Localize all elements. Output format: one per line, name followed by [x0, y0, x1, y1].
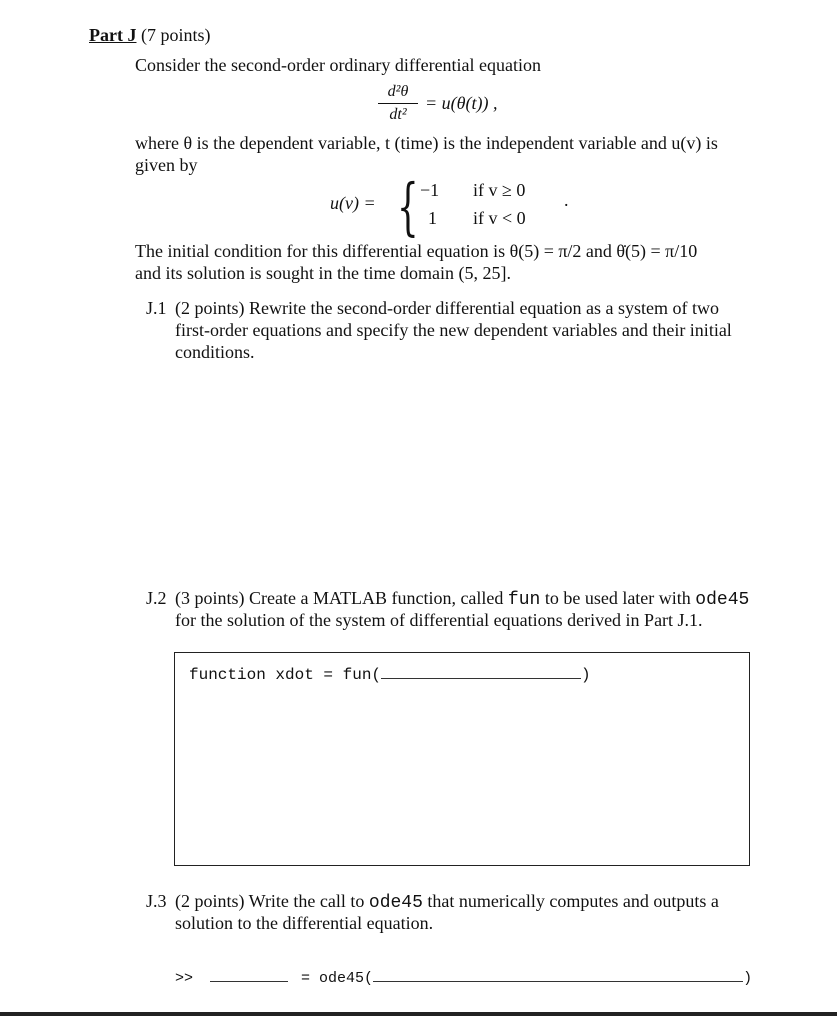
left-brace: {	[397, 170, 419, 243]
j3-line-1	[175, 891, 719, 913]
ode-denominator: dt²	[389, 106, 407, 123]
j2-answer-box[interactable]	[174, 652, 750, 866]
j2-code-suffix: )	[581, 666, 591, 684]
j3-call-close: )	[743, 970, 753, 987]
j2-argument-blank[interactable]	[381, 678, 581, 679]
ode-rhs: = u(θ(t)) ,	[425, 93, 498, 113]
j2-line-1-text-b: to be used later with	[540, 588, 696, 608]
j3-label: J.3	[146, 891, 167, 911]
j2-code-prefix: function xdot = fun(	[189, 666, 382, 684]
j3-line-2: solution to the differential equation.	[175, 913, 434, 933]
where-line-2: given by	[135, 155, 198, 175]
j3-call-line	[175, 970, 752, 987]
j3-prompt: >>	[175, 970, 194, 987]
bottom-divider	[0, 1012, 837, 1016]
initial-condition-line-2: and its solution is sought in the time domain (5, 25].	[135, 263, 511, 283]
j3-line-1-text-a: (2 points) Write the call to	[175, 891, 369, 911]
j1-label: J.1	[146, 298, 167, 318]
part-header	[89, 25, 210, 46]
j2-line-1	[175, 588, 749, 610]
case2-condition: if v < 0	[473, 208, 526, 228]
j3-call-eq: = ode45(	[301, 970, 374, 987]
intro-text: Consider the second-order ordinary differential equation	[135, 55, 542, 75]
j2-ode45-code: ode45	[695, 590, 750, 610]
j1-line-2: first-order equations and specify the new dependent variables and their initial	[175, 320, 732, 340]
j3-argument-blank[interactable]	[373, 981, 743, 982]
j1-line-1: (2 points) Rewrite the second-order differential equation as a system of two	[175, 298, 720, 318]
where-line-1: where θ is the dependent variable, t (time) is the independent variable and u(v) is	[135, 133, 718, 153]
part-points: (7 points)	[140, 25, 211, 45]
case1-condition: if v ≥ 0	[473, 180, 526, 200]
j2-line-1-text-a: (3 points) Create a MATLAB function, called	[175, 588, 508, 608]
case2-value: 1	[428, 208, 437, 228]
j3-ode45-code: ode45	[368, 893, 423, 913]
j2-code-line	[189, 666, 591, 684]
case1-value: −1	[420, 180, 440, 200]
j2-label: J.2	[146, 588, 167, 608]
piecewise-lhs: u(v) =	[330, 193, 376, 213]
piecewise-end-dot: .	[564, 190, 569, 210]
j3-line-1-text-b: that numerically computes and outputs a	[422, 891, 719, 911]
ode-numerator: d²θ	[387, 83, 409, 100]
ode-fraction	[378, 82, 418, 125]
j2-line-2: for the solution of the system of differential equations derived in Part J.1.	[175, 610, 703, 630]
fraction-bar	[378, 103, 418, 104]
j2-fun-code: fun	[507, 590, 541, 610]
j3-output-blank[interactable]	[210, 981, 288, 982]
initial-condition-line-1: The initial condition for this differential equation is θ(5) = π/2 and θ̇(5) = π/10	[135, 241, 698, 261]
part-title: Part J	[89, 25, 137, 45]
j1-line-3: conditions.	[175, 342, 255, 362]
